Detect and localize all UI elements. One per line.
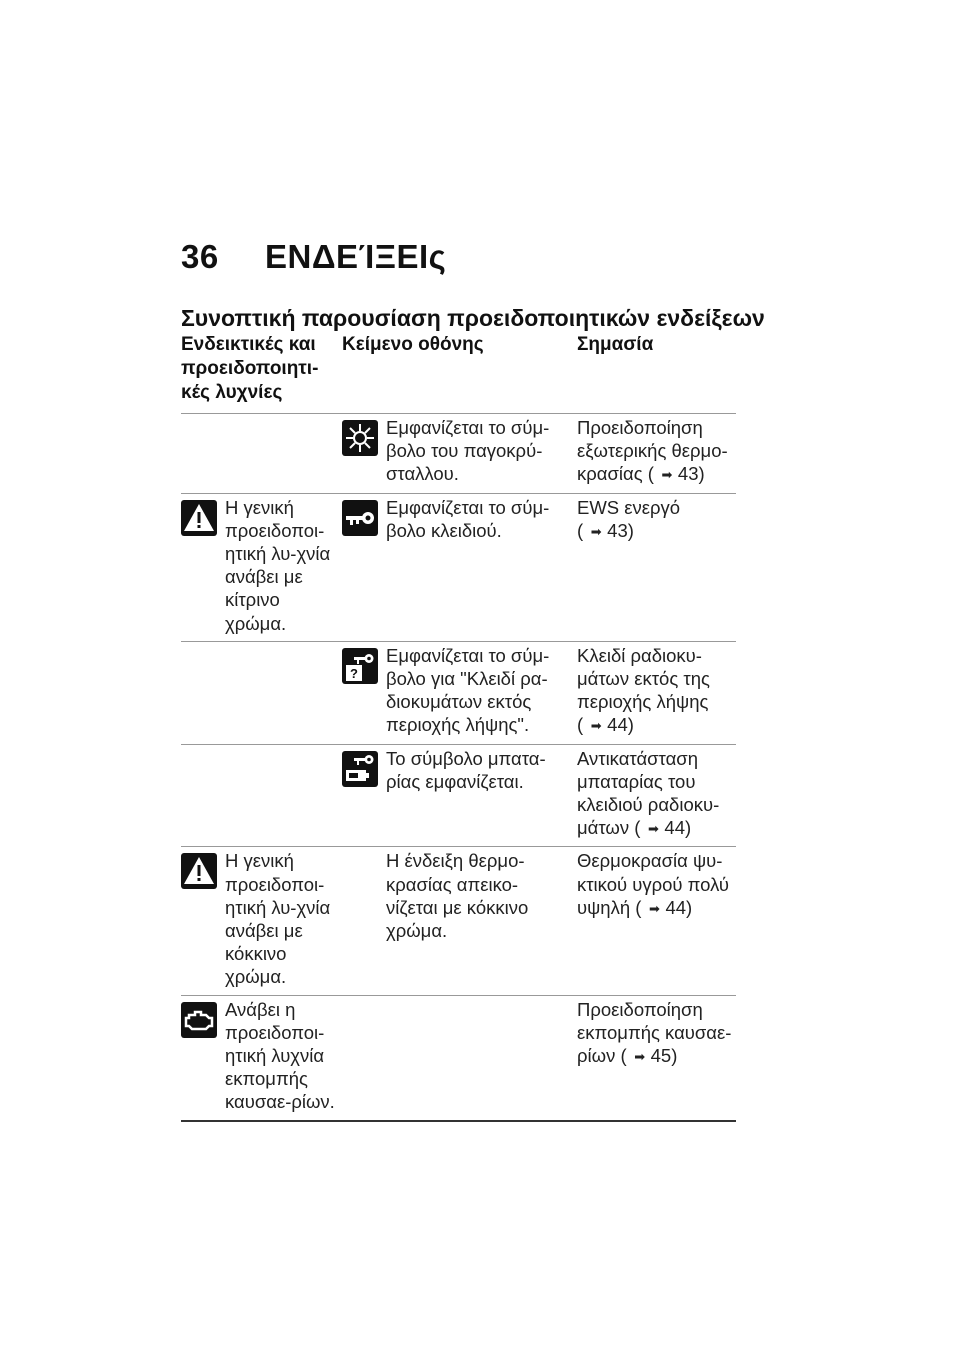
meaning-cell xyxy=(577,747,736,841)
page-header xyxy=(181,238,446,276)
warnings-table xyxy=(181,333,736,1122)
arrow-right-icon: ➡ xyxy=(590,523,602,539)
lamp-cell xyxy=(181,747,342,841)
table-body xyxy=(181,414,736,1122)
column-header-meaning: Σημασία xyxy=(577,334,654,355)
column-header-lamps: Ενδεικτικές και προειδοποιητι- κές λυχνίες xyxy=(181,334,319,403)
lamp-cell xyxy=(181,644,342,738)
display-text-cell xyxy=(342,644,577,738)
display-text-cell xyxy=(342,849,577,988)
column-header-display-text: Κείμενο οθόνης xyxy=(342,334,484,355)
display-text: Η ένδειξη θερμο-κρασίας απεικο-νίζεται με κόκκινο χρώμα. xyxy=(386,850,529,942)
svg-text:?: ? xyxy=(350,665,358,681)
lamp-text: Ανάβει η προειδοποι-ητική λυχνία εκπομπής καυσαε-ρίων. xyxy=(225,998,335,1113)
lamp-cell xyxy=(181,849,342,988)
meaning-text: Προειδοποίηση εκπομπής καυσαε-ρίων xyxy=(577,998,732,1067)
page-number: 36 xyxy=(181,238,219,275)
page-reference-number: 45) xyxy=(650,1045,678,1067)
warning-triangle-icon xyxy=(181,853,217,889)
table-row xyxy=(181,642,736,745)
display-text-cell xyxy=(342,496,577,635)
arrow-right-icon: ➡ xyxy=(649,900,660,916)
arrow-right-icon: ➡ xyxy=(590,718,602,734)
display-text-cell xyxy=(342,998,577,1114)
engine-icon xyxy=(181,1002,217,1038)
display-text: Εμφανίζεται το σύμ-βολο κλειδιού. xyxy=(386,496,550,541)
table-row xyxy=(181,414,736,494)
key-battery-icon xyxy=(342,751,378,787)
meaning-cell xyxy=(577,644,736,738)
page-reference-number: 44) xyxy=(607,714,634,736)
key-icon xyxy=(342,500,378,536)
arrow-right-icon: ➡ xyxy=(647,821,659,837)
chapter-title: ΕΝΔΕΊΞΕΙς xyxy=(265,238,447,275)
lamp-cell xyxy=(181,998,342,1114)
display-text: Το σύμβολο μπατα-ρίας εμφανίζεται. xyxy=(386,747,546,792)
table-row xyxy=(181,847,736,995)
meaning-text: Κλειδί ραδιοκυ-μάτων εκτός της περιοχής λήψης xyxy=(577,644,710,713)
meaning-text: EWS ενεργό xyxy=(577,496,681,518)
meaning-text: Θερμοκρασία ψυ-κτικού υγρού πολύ υψηλή xyxy=(577,850,730,918)
meaning-cell xyxy=(577,496,736,635)
page-reference-link[interactable]: ( ➡ 44) xyxy=(629,817,691,838)
arrow-right-icon: ➡ xyxy=(634,1049,646,1065)
lamp-text: Η γενική προειδοποι-ητική λυ-χνία ανάβει με κίτρινο χρώμα. xyxy=(225,496,331,634)
warning-triangle-icon xyxy=(181,500,217,536)
meaning-cell xyxy=(577,416,736,487)
table-row xyxy=(181,745,736,848)
arrow-right-icon: ➡ xyxy=(661,467,673,483)
lamp-cell xyxy=(181,496,342,635)
page-reference-number: 44) xyxy=(664,817,692,839)
meaning-cell xyxy=(577,998,736,1114)
page-reference-link[interactable]: ( ➡ 44) xyxy=(630,897,692,918)
page-reference-number: 43) xyxy=(677,463,705,485)
lamp-text: Η γενική προειδοποι-ητική λυ-χνία ανάβει με κόκκινο χρώμα. xyxy=(225,850,331,988)
page-reference-link[interactable]: ( ➡ 43) xyxy=(577,520,634,541)
frost-icon xyxy=(342,420,378,456)
display-text: Εμφανίζεται το σύμ-βολο του παγοκρύ-σταλλου. xyxy=(386,417,550,485)
table-row xyxy=(181,996,736,1122)
section-title: Συνοπτική παρουσίαση προειδοποιητικών ενδείξεων xyxy=(181,305,765,331)
meaning-cell xyxy=(577,849,736,988)
display-text-cell xyxy=(342,416,577,487)
page-reference-number: 43) xyxy=(607,519,634,541)
meaning-text: Αντικατάσταση μπαταρίας του κλειδιού ραδιοκυ-μάτων xyxy=(577,747,720,839)
display-text: Εμφανίζεται το σύμ-βολο για "Κλειδί ρα-διοκυμάτων εκτός περιοχής λήψης". xyxy=(386,644,550,736)
page-reference-link[interactable]: ( ➡ 45) xyxy=(615,1045,677,1066)
page-reference-link[interactable]: ( ➡ 44) xyxy=(577,714,634,735)
page-reference-number: 44) xyxy=(665,896,693,918)
display-text-cell xyxy=(342,747,577,841)
key-question-icon xyxy=(342,648,378,684)
lamp-cell xyxy=(181,416,342,487)
page-reference-link[interactable]: ( ➡ 43) xyxy=(643,463,705,484)
meaning-text: Προειδοποίηση εξωτερικής θερμο-κρασίας xyxy=(577,417,728,485)
table-row xyxy=(181,494,736,642)
table-header xyxy=(181,333,736,414)
